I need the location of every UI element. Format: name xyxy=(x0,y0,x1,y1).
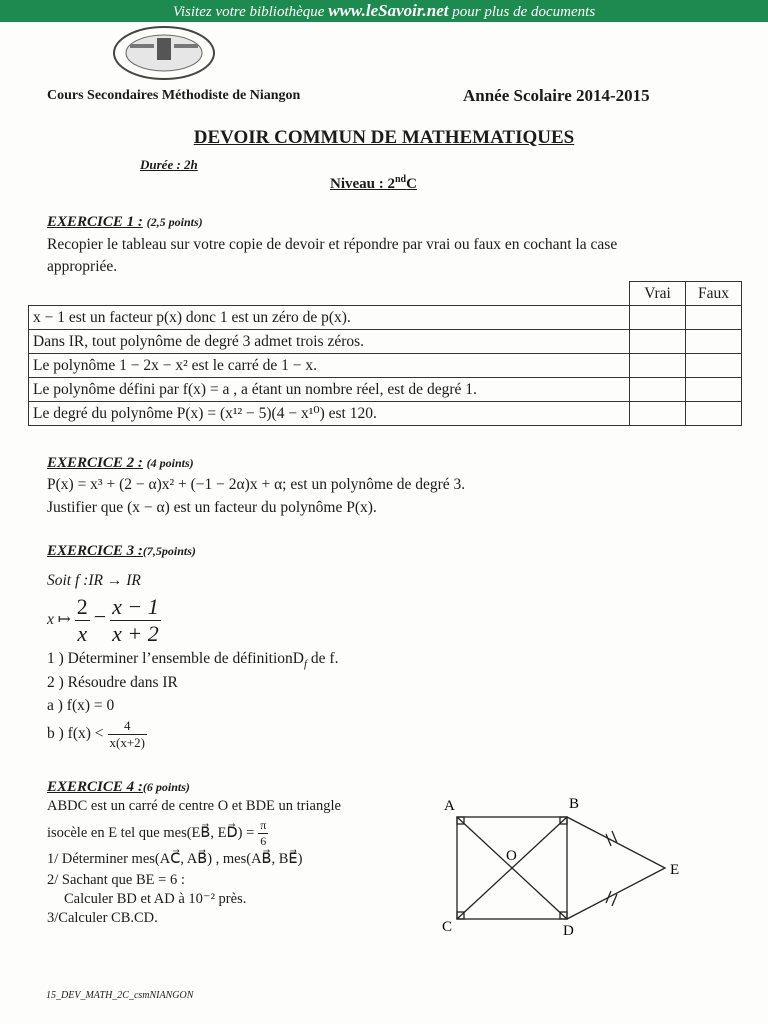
vrai-cell[interactable] xyxy=(630,354,686,378)
column-faux: Faux xyxy=(686,282,742,306)
faux-cell[interactable] xyxy=(686,306,742,330)
point-d-label: D xyxy=(563,923,574,939)
vrai-cell[interactable] xyxy=(630,306,686,330)
banner-suffix: pour plus de documents xyxy=(452,4,596,20)
banner xyxy=(0,0,768,22)
column-vrai: Vrai xyxy=(630,282,686,306)
function-expression: x ↦ $\frac{2}{x}$ − $\frac{x - 1}{x + 2}$ xyxy=(47,594,159,646)
exercise-3-heading: EXERCICE 3 :(7,5points) xyxy=(47,543,196,559)
vrai-cell[interactable] xyxy=(630,378,686,402)
exercise-4-statement: ABDC est un carré de centre O et BDE un triangle xyxy=(47,798,341,814)
exercise-3-question-2: 2 ) Résoudre dans IR xyxy=(47,674,178,691)
school-name: Cours Secondaires Méthodiste de Niangon xyxy=(47,88,301,103)
point-a-label: A xyxy=(444,798,455,814)
point-b-label: B xyxy=(569,796,580,812)
exam-level: Niveau : 2ndC xyxy=(330,174,417,192)
exercise-4-question-1: 1/ Déterminer mes(AC⃗, AB⃗) , mes(AB⃗, BE⃗) xyxy=(47,851,303,867)
true-false-table xyxy=(28,281,742,426)
table-row: Le polynôme défini par f(x) = a , a étant un nombre réel, est de degré 1. xyxy=(29,378,742,402)
exercise-3-question-2a: a ) f(x) = 0 xyxy=(47,697,115,714)
faux-cell[interactable] xyxy=(686,402,742,426)
exercise-3-question-2b: b ) f(x) < $\frac{4}{x(x+2)}$ xyxy=(47,718,146,750)
exercise-3-question-1: 1 ) Déterminer l’ensemble de définitionD$_f$ de f. xyxy=(47,650,339,671)
exam-duration: Durée : 2h xyxy=(140,157,198,172)
geometry-figure xyxy=(430,790,700,950)
point-o-label: O xyxy=(506,848,517,864)
exercise-1-heading: EXERCICE 1 : (2,5 points) xyxy=(47,214,203,230)
table-row: x − 1 est un facteur p(x) donc 1 est un zéro de p(x). xyxy=(29,306,742,330)
exercise-4-question-2-detail: Calculer BD et AD à 10⁻² près. xyxy=(64,891,247,907)
exercise-1-instruction: Recopier le tableau sur votre copie de devoir et répondre par vrai ou faux en cochant la case xyxy=(47,236,618,253)
table-row: Le polynôme 1 − 2x − x² est le carré de 1 − x. xyxy=(29,354,742,378)
faux-cell[interactable] xyxy=(686,330,742,354)
function-definition: Soit f :IR → IR xyxy=(47,572,141,589)
vrai-cell[interactable] xyxy=(630,402,686,426)
point-c-label: C xyxy=(442,919,453,935)
table-row: Dans IR, tout polynôme de degré 3 admet trois zéros. xyxy=(29,330,742,354)
exercise-4-angle: isocèle en E tel que mes(EB⃗, ED⃗) = $\frac{\pi}{6}$ xyxy=(47,818,267,848)
school-logo xyxy=(110,24,218,82)
vrai-cell[interactable] xyxy=(630,330,686,354)
exercise-1-instruction-cont: appropriée. xyxy=(47,258,118,275)
exercise-4-heading: EXERCICE 4 :(6 points) xyxy=(47,779,190,795)
page-title: DEVOIR COMMUN DE MATHEMATIQUES xyxy=(193,127,575,148)
school-year: Année Scolaire 2014-2015 xyxy=(463,86,650,105)
banner-prefix: Visitez votre bibliothèque xyxy=(172,4,325,20)
triangle-bde xyxy=(567,817,665,919)
exercise-2-question: Justifier que (x − α) est un facteur du polynôme P(x). xyxy=(47,499,377,516)
exercise-4-question-3: 3/Calculer CB.CD. xyxy=(47,910,158,926)
faux-cell[interactable] xyxy=(686,354,742,378)
exercise-2-polynomial: P(x) = x³ + (2 − α)x² + (−1 − 2α)x + α; est un polynôme de degré 3. xyxy=(47,476,466,493)
point-e-label: E xyxy=(670,862,680,878)
table-row: Le degré du polynôme P(x) = (x¹² − 5)(4 − x¹⁰) est 120. xyxy=(29,402,742,426)
exercise-2-heading: EXERCICE 2 : (4 points) xyxy=(47,455,194,471)
faux-cell[interactable] xyxy=(686,378,742,402)
exercise-4-question-2: 2/ Sachant que BE = 6 : xyxy=(47,872,185,888)
document-reference: 15_DEV_MATH_2C_csmNIANGON xyxy=(46,990,194,1001)
banner-site-link[interactable]: www.leSavoir.net xyxy=(328,1,449,20)
